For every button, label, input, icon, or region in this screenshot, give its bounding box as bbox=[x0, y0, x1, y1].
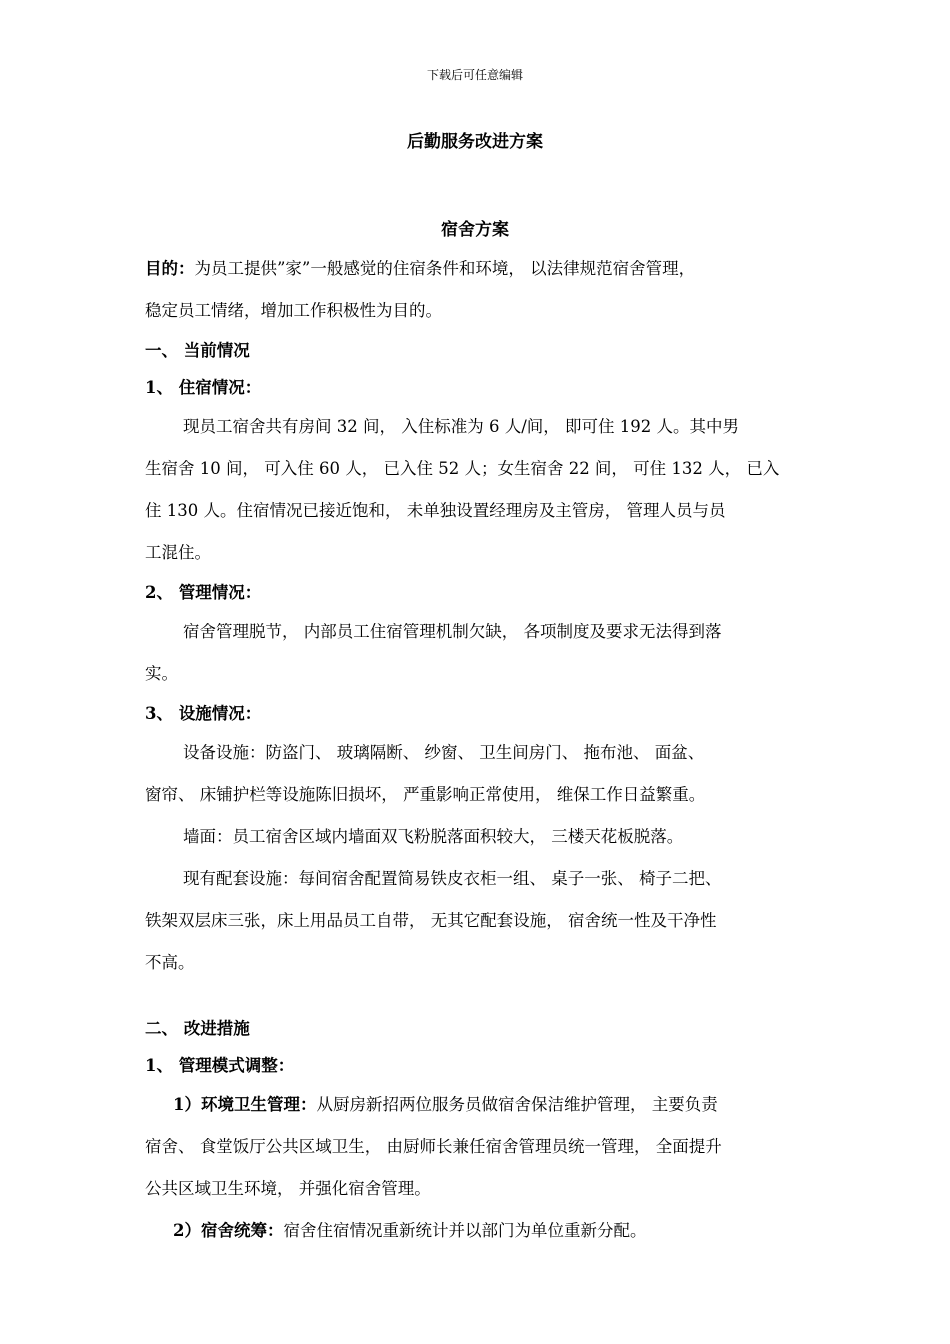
facilities-line-6: 不高。 bbox=[145, 953, 195, 972]
purpose-label: 目的： bbox=[145, 259, 195, 278]
purpose-text-1: 为员工提供”家”一般感觉的住宿条件和环境， 以法律规范宿舍管理， bbox=[194, 259, 696, 278]
management-line-2: 实。 bbox=[145, 664, 178, 683]
accommodation-line-3: 住 130 人。住宿情况已接近饱和， 未单独设置经理房及主管房， 管理人员与员 bbox=[145, 501, 726, 520]
measure-2-label: 2）宿舍统筹： bbox=[173, 1221, 284, 1240]
facilities-line-5: 铁架双层床三张，床上用品员工自带， 无其它配套设施， 宿舍统一性及干净性 bbox=[145, 911, 717, 930]
accommodation-line-1: 现员工宿舍共有房间 32 间， 入住标准为 6 人/间， 即可住 192 人。其中男 bbox=[183, 417, 740, 436]
measure-1-text: 从厨房新招两位服务员做宿舍保洁维护管理， 主要负责 bbox=[316, 1095, 718, 1114]
heading-accommodation: 1、 住宿情况： bbox=[145, 378, 262, 397]
facilities-line-2: 窗帘、 床铺护栏等设施陈旧损坏， 严重影响正常使用， 维保工作日益繁重。 bbox=[145, 785, 706, 804]
purpose-line-1 bbox=[145, 248, 825, 290]
heading-current-situation: 一、 当前情况 bbox=[145, 341, 250, 360]
accommodation-line-4: 工混住。 bbox=[145, 543, 211, 562]
spacer bbox=[145, 984, 825, 1010]
document-title: 后勤服务改进方案 bbox=[407, 132, 543, 152]
section-title: 宿舍方案 bbox=[441, 220, 509, 240]
page-header: 下载后可任意编辑 bbox=[426, 68, 523, 82]
management-line-1: 宿舍管理脱节， 内部员工住宿管理机制欠缺， 各项制度及要求无法得到落 bbox=[183, 622, 722, 641]
facilities-line-1: 设备设施：防盗门、 玻璃隔断、 纱窗、 卫生间房门、 拖布池、 面盆、 bbox=[183, 743, 705, 762]
measure-1-label: 1）环境卫生管理： bbox=[173, 1095, 317, 1114]
measure-2-line-1 bbox=[145, 1210, 825, 1252]
purpose-line-2: 稳定员工情绪，增加工作积极性为目的。 bbox=[145, 301, 442, 320]
facilities-line-4: 现有配套设施：每间宿舍配置简易铁皮衣柜一组、 桌子一张、 椅子二把、 bbox=[183, 869, 722, 888]
accommodation-line-2: 生宿舍 10 间， 可入住 60 人， 已入住 52 人；女生宿舍 22 间， 可住 132 人， 已入 bbox=[145, 459, 780, 478]
heading-management: 2、 管理情况： bbox=[145, 583, 262, 602]
measure-1-line-1 bbox=[145, 1084, 825, 1126]
facilities-line-3: 墙面：员工宿舍区域内墙面双飞粉脱落面积较大， 三楼天花板脱落。 bbox=[183, 827, 684, 846]
measure-1-line-3: 公共区域卫生环境， 并强化宿舍管理。 bbox=[145, 1179, 431, 1198]
heading-improvements: 二、 改进措施 bbox=[145, 1019, 250, 1038]
heading-facilities: 3、 设施情况： bbox=[145, 704, 262, 723]
document-body bbox=[145, 248, 825, 1252]
measure-2-text: 宿舍住宿情况重新统计并以部门为单位重新分配。 bbox=[283, 1221, 647, 1240]
heading-management-adjust: 1、 管理模式调整： bbox=[145, 1056, 295, 1075]
measure-1-line-2: 宿舍、 食堂饭厅公共区域卫生， 由厨师长兼任宿舍管理员统一管理， 全面提升 bbox=[145, 1137, 722, 1156]
